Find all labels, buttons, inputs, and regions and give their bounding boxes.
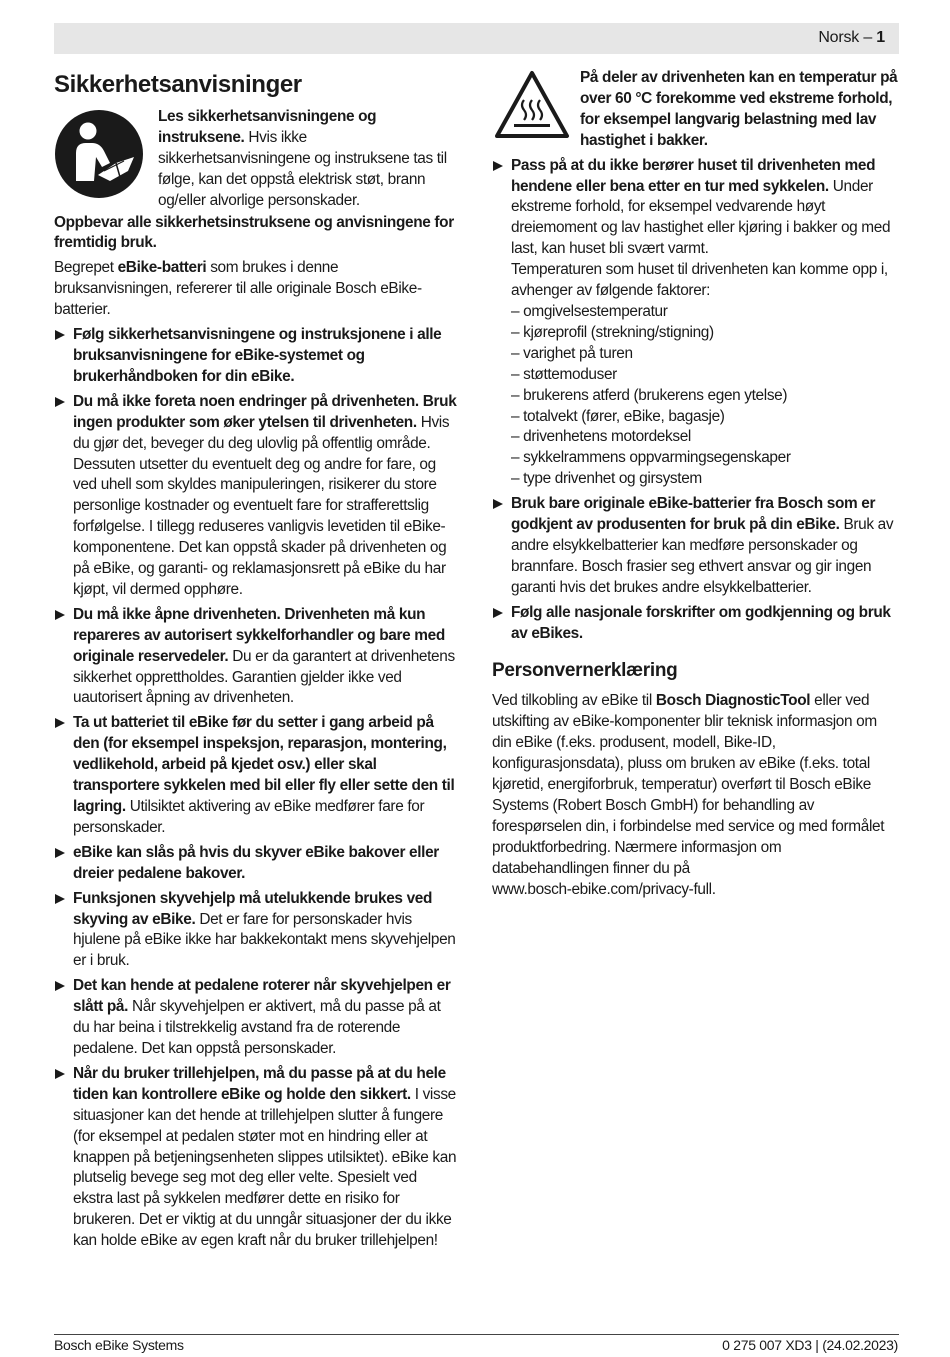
heat-factor-item: – omgivelsestemperatur: [511, 302, 668, 320]
term-pre: Begrepet: [54, 259, 118, 277]
warning-text: På deler av drivenheten kan en temperatur på over 60 °C forekomme ved ekstreme forhold, for eksempel langvarig belastning med lav hastighet i bakker.: [580, 69, 898, 149]
right-bullet-list: [492, 156, 898, 645]
privacy-pre: Ved tilkobling av eBike til: [492, 692, 656, 710]
safety-bullet: [54, 605, 459, 710]
section-title-privacy: Personvernerklæring: [492, 660, 678, 682]
hot-surface-warning-icon: [494, 70, 570, 140]
header-page-number: 1: [876, 29, 885, 46]
bullet-rest: Det er fare for personskader hvis hjulene på eBike ikke har bakkekontakt mens skyvehjelpen er i bruk.: [73, 910, 456, 970]
bullet-rest: Du er da garantert at drivenhetens sikkerhet opprettholdes. Garantien gjelder ikke ved uautorisert åpning av drivenheten.: [73, 647, 455, 707]
keep-bold: Oppbevar alle sikkerhetsinstruksene og anvisningene for fremtidig bruk.: [54, 213, 454, 252]
privacy-post: eller ved utskifting av eBike-komponenter blir teknisk informasjon om din eBike (f.eks. produsent, modell, Bike-ID, konfigurasjonsdata), pluss om bruken av eBike (f.eks. total kjøretid, energiforbruk, temperatur) overført til Bosch eBike Systems (Robert Bosch GmbH) for behandling av forespørselen din, i forbindelse med service og med formålet produktforbedring. Nærmere informasjon om databehandlingen finner du på: [492, 692, 885, 877]
section-title-safety: Sikkerhetsanvisninger: [54, 71, 302, 98]
battery-rest: Bruk av andre elsykkelbatterier kan medføre personskader og brannfare. Bosch frasier seg ethvert ansvar og gir ingen garanti hvis det brukes andre elsykkelbatterier.: [511, 516, 894, 596]
safety-bullet-list: [54, 325, 459, 1252]
intro-bold: Les sikkerhetsanvisningene og instruksene.: [158, 108, 377, 146]
header-language: Norsk –: [818, 29, 873, 46]
battery-bullet: [492, 494, 898, 599]
heat-bullet: [492, 156, 898, 491]
read-instructions-block: [54, 107, 459, 212]
safety-bullet: [54, 843, 459, 885]
bullet-bold: eBike kan slås på hvis du skyver eBike bakover eller dreier pedalene bakover.: [73, 843, 439, 882]
left-column: [54, 68, 459, 1256]
heat-factors-intro: Temperaturen som huset til drivenheten kan komme opp i, avhenger av følgende faktorer:: [511, 261, 888, 300]
heat-factor-item: – støttemoduser: [511, 365, 617, 383]
term-bold: eBike-batteri: [117, 259, 207, 277]
heat-factor-item: – totalvekt (fører, eBike, bagasje): [511, 407, 725, 425]
intro-rest: Hvis ikke sikkerhetsanvisningene og instruksene tas til følge, kan det oppstå elektrisk støt, brann og/eller alvorlige personskader.: [158, 128, 447, 209]
heat-factor-item: – drivenhetens motordeksel: [511, 428, 691, 446]
privacy-tool: Bosch DiagnosticTool: [655, 692, 811, 710]
footer-doc-number: 0 275 007 XD3 | (24.02.2023): [722, 1337, 898, 1353]
bullet-bold: Ta ut batteriet til eBike før du setter i gang arbeid på den (for eksempel inspeksjon, reparasjon, montering, vedlikehold, arbeid på kjedet osv.) eller skal transportere sykkelen med bil eller fly eller sette den til lagring.: [73, 714, 455, 815]
keep-instructions: [54, 213, 459, 255]
bullet-bold: Det kan hende at pedalene roterer når skyvehjelpen er slått på.: [73, 977, 451, 1016]
bullet-bold: Du må ikke foreta noen endringer på drivenheten. Bruk ingen produkter som øker ytelsen til drivenheten.: [73, 392, 457, 431]
heat-bullet-bold: Pass på at du ikke berører huset til drivenheten med hendene eller bena etter en tur med sykkelen.: [511, 156, 876, 195]
safety-bullet: [54, 976, 459, 1060]
hot-surface-warning: [492, 68, 898, 152]
page-header: [54, 23, 899, 54]
safety-bullet: [54, 889, 459, 973]
intro-text: [158, 107, 459, 212]
heat-factor-item: – brukerens atferd (brukerens egen ytelse): [511, 386, 788, 404]
safety-bullet: [54, 1064, 459, 1252]
bullet-bold: Funksjonen skyvehjelp må utelukkende brukes ved skyving av eBike.: [73, 889, 433, 928]
heat-factor-item: – type drivenhet og girsystem: [511, 470, 702, 488]
footer-divider: [54, 1334, 899, 1335]
bullet-bold: Følg sikkerhetsanvisningene og instruksjonene i alle bruksanvisningene for eBike-systemet og brukerhåndboken for din eBike.: [73, 326, 442, 385]
privacy-paragraph: [492, 691, 898, 900]
term-post: som brukes i denne bruksanvisningen, refererer til alle originale Bosch eBike-batterier.: [54, 259, 422, 319]
bullet-rest: Utilsiktet aktivering av eBike medfører fare for personskader.: [73, 798, 425, 836]
bullet-rest: Når skyvehjelpen er aktivert, må du passe på at du har beina i tilstrekkelig avstand fra de roterende pedalene. Det kan oppstå personskader.: [73, 998, 441, 1057]
bullet-bold: Du må ikke åpne drivenheten. Drivenheten må kun repareres av autorisert sykkelforhandler og bare med originale reservedeler.: [73, 605, 445, 665]
bullet-bold: Når du bruker trillehjelpen, må du passe på at du hele tiden kan kontrollere eBike og holde den sikkert.: [73, 1064, 446, 1103]
battery-bold: Bruk bare originale eBike-batterier fra Bosch som er godkjent av produsenten for bruk på din eBike.: [511, 495, 876, 534]
national-bold: Følg alle nasjonale forskrifter om godkjenning og bruk av eBikes.: [511, 603, 891, 642]
bullet-rest: I visse situasjoner kan det hende at trillehjelpen slutter å fungere (for eksempel at pedalen støter mot en hindring eller at knappen på betjeningsenheten slippes utilsiktet). eBike kan plutselig bevege seg mot deg eller velte. Spesielt ved ekstra last på sykkelen medfører dette en risiko for brukeren. Det er viktig at du unngår situasjoner der du ikke kan holde eBike av egen kraft når du bruker trillehjelpen!: [73, 1085, 457, 1250]
term-definition: [54, 258, 459, 321]
safety-bullet: [54, 325, 459, 388]
heat-bullet-rest: Under ekstreme forhold, for eksempel vedvarende høyt dreiemoment og lav hastighet eller kjøring i bakker og med last, kan huset bli svært varmt.: [511, 177, 891, 258]
heat-factor-item: – kjøreprofil (strekning/stigning): [511, 323, 714, 341]
national-rules-bullet: [492, 603, 898, 645]
privacy-end: .: [711, 880, 716, 898]
privacy-link[interactable]: www.bosch-ebike.com/privacy-full: [492, 880, 712, 898]
page-header-text: [818, 29, 885, 47]
heat-factor-item: – varighet på turen: [511, 344, 633, 362]
footer-brand: Bosch eBike Systems: [54, 1337, 184, 1353]
safety-bullet: [54, 392, 459, 601]
read-manual-icon: [54, 109, 144, 199]
bullet-rest: Hvis du gjør det, beveger du deg ulovlig på offentlig område. Dessuten utsetter du eventuelt deg og andre for fare, og ved uhell som skyldes manipuleringen, risikerer du store personlige kostnader og eventuelt fare for strafferettslig forfølgelse. I tillegg reduseres vanligvis levetiden til eBike-komponentene. Det kan oppstå skader på drivenheten og på eBike, og garanti- og reklamasjonsrett på eBike du har kjøpt, vil dermed opphøre.: [73, 413, 450, 598]
safety-bullet: [54, 713, 459, 838]
right-column: [492, 68, 898, 905]
heat-factor-item: – sykkelrammens oppvarmingsegenskaper: [511, 449, 791, 467]
